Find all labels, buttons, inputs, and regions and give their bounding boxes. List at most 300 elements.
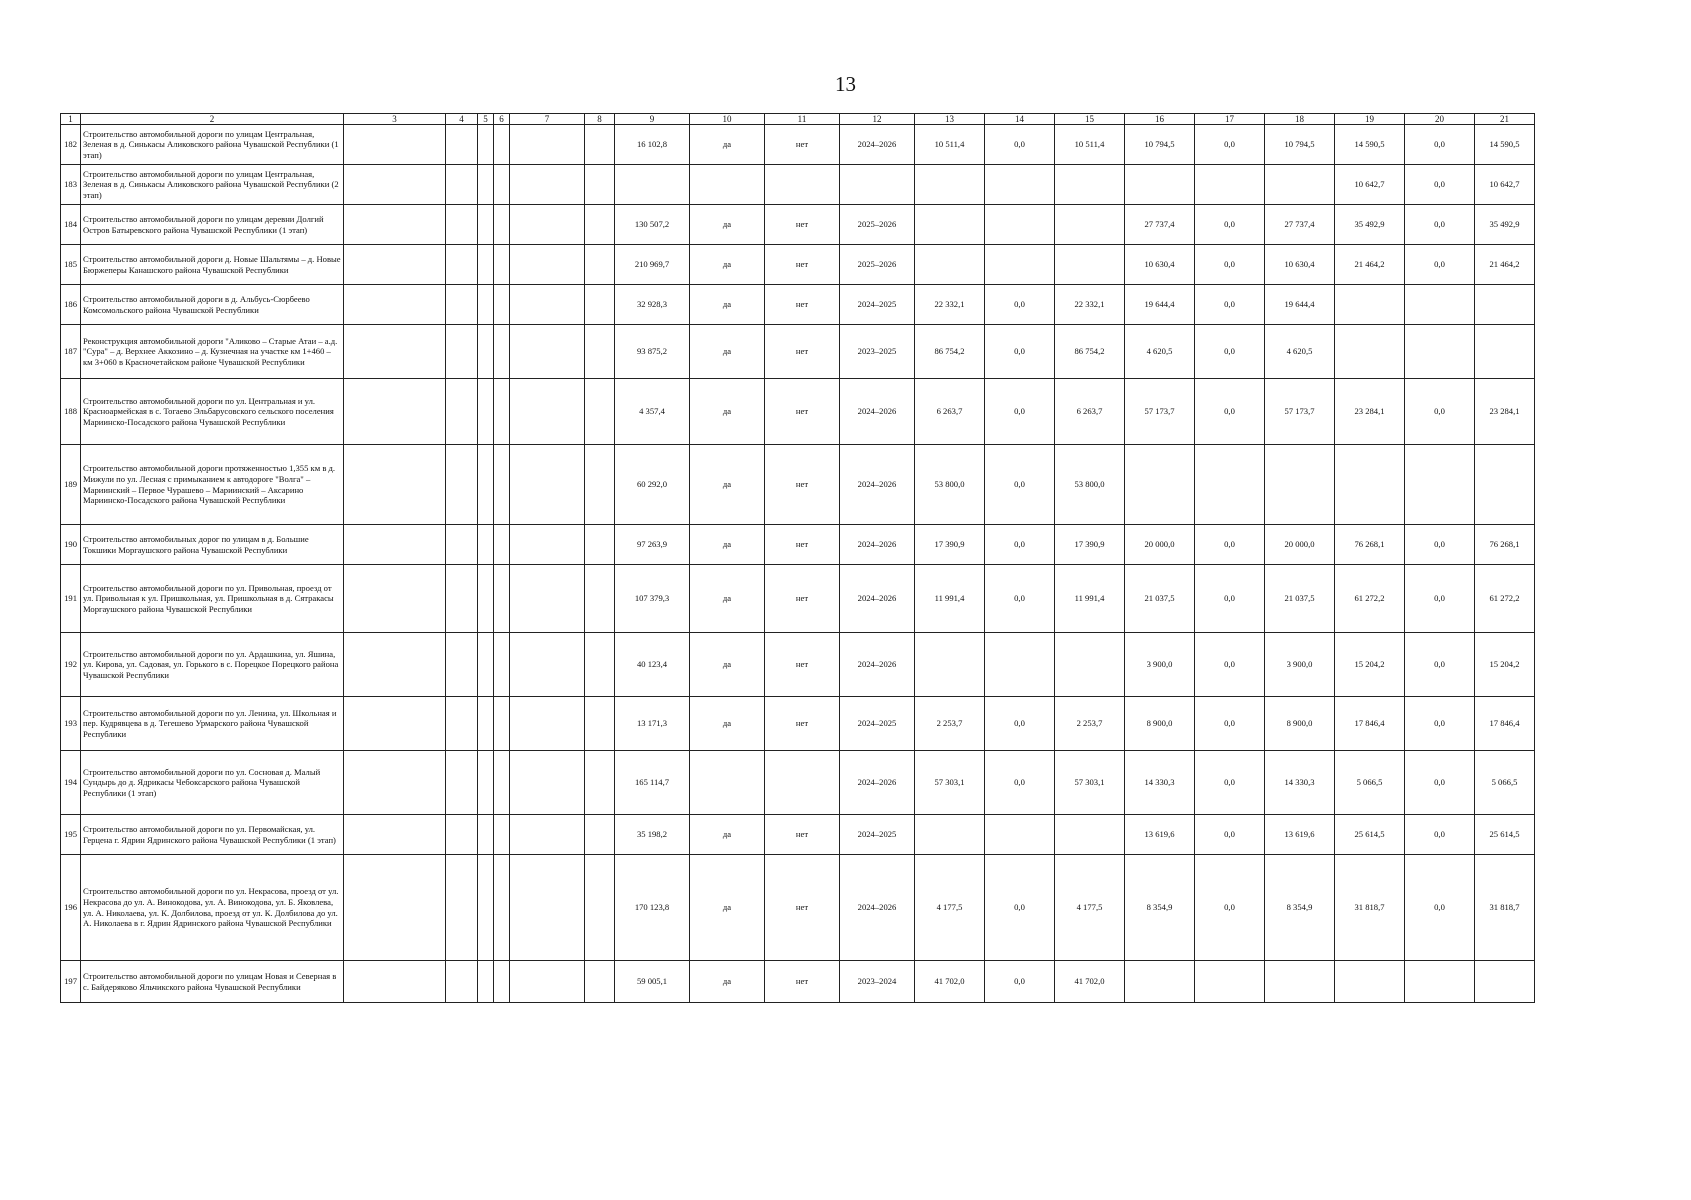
cell-8: [585, 445, 615, 525]
cell-12: 2024–2025: [840, 697, 915, 751]
cell-5: [478, 245, 494, 285]
cell-5: [478, 379, 494, 445]
cell-20: 0,0: [1405, 751, 1475, 815]
cell-17: 0,0: [1195, 325, 1265, 379]
cell-6: [494, 445, 510, 525]
cell-21: 76 268,1: [1475, 525, 1535, 565]
cell-20: 0,0: [1405, 245, 1475, 285]
table-row: [61, 125, 1535, 165]
cell-15: [1055, 205, 1125, 245]
cell-13: 57 303,1: [915, 751, 985, 815]
cell-18: 3 900,0: [1265, 633, 1335, 697]
row-number: 187: [61, 325, 81, 379]
cell-12: 2025–2026: [840, 245, 915, 285]
cell-18: 13 619,6: [1265, 815, 1335, 855]
cell-3: [344, 285, 446, 325]
cell-3: [344, 325, 446, 379]
cell-6: [494, 633, 510, 697]
header-cell: 19: [1335, 114, 1405, 125]
cell-7: [510, 961, 585, 1003]
cell-10: да: [690, 379, 765, 445]
cell-4: [446, 633, 478, 697]
cell-20: 0,0: [1405, 855, 1475, 961]
cell-3: [344, 697, 446, 751]
cell-16: 8 900,0: [1125, 697, 1195, 751]
cell-5: [478, 445, 494, 525]
cell-14: 0,0: [985, 125, 1055, 165]
cell-5: [478, 205, 494, 245]
cell-16: [1125, 445, 1195, 525]
cell-18: 19 644,4: [1265, 285, 1335, 325]
cell-5: [478, 525, 494, 565]
cell-16: 19 644,4: [1125, 285, 1195, 325]
cell-8: [585, 379, 615, 445]
cell-5: [478, 855, 494, 961]
cell-20: 0,0: [1405, 633, 1475, 697]
cell-17: 0,0: [1195, 697, 1265, 751]
cell-20: [1405, 325, 1475, 379]
cell-20: 0,0: [1405, 125, 1475, 165]
row-number: 184: [61, 205, 81, 245]
cell-21: [1475, 325, 1535, 379]
cell-11: нет: [765, 855, 840, 961]
cell-6: [494, 525, 510, 565]
cell-9: 4 357,4: [615, 379, 690, 445]
cell-7: [510, 751, 585, 815]
cell-16: 3 900,0: [1125, 633, 1195, 697]
cell-7: [510, 285, 585, 325]
cell-8: [585, 245, 615, 285]
cell-7: [510, 445, 585, 525]
table-row: [61, 855, 1535, 961]
cell-21: 31 818,7: [1475, 855, 1535, 961]
cell-9: 97 263,9: [615, 525, 690, 565]
cell-18: 14 330,3: [1265, 751, 1335, 815]
cell-13: 86 754,2: [915, 325, 985, 379]
cell-11: нет: [765, 633, 840, 697]
cell-19: 25 614,5: [1335, 815, 1405, 855]
table-row: [61, 565, 1535, 633]
cell-6: [494, 205, 510, 245]
cell-12: [840, 165, 915, 205]
cell-6: [494, 697, 510, 751]
cell-20: 0,0: [1405, 565, 1475, 633]
cell-5: [478, 565, 494, 633]
cell-12: 2024–2026: [840, 125, 915, 165]
cell-16: 14 330,3: [1125, 751, 1195, 815]
cell-12: 2024–2026: [840, 751, 915, 815]
cell-11: нет: [765, 125, 840, 165]
object-name: Строительство автомобильной дороги по улицам Новая и Северная в с. Байдеряково Яльчикского района Чувашской Республики: [81, 961, 344, 1003]
cell-9: 32 928,3: [615, 285, 690, 325]
cell-16: [1125, 165, 1195, 205]
cell-14: [985, 245, 1055, 285]
page-number: 13: [835, 72, 856, 96]
table-row: [61, 633, 1535, 697]
cell-10: [690, 165, 765, 205]
cell-8: [585, 325, 615, 379]
table-row: [61, 205, 1535, 245]
cell-19: 5 066,5: [1335, 751, 1405, 815]
cell-20: 0,0: [1405, 525, 1475, 565]
cell-19: 15 204,2: [1335, 633, 1405, 697]
cell-9: 210 969,7: [615, 245, 690, 285]
header-cell: 12: [840, 114, 915, 125]
cell-15: 86 754,2: [1055, 325, 1125, 379]
cell-11: [765, 165, 840, 205]
object-name: Строительство автомобильной дороги по ул. Сосновая д. Малый Сундырь до д. Ядрикасы Чебоксарского района Чувашской Республики (1 этап): [81, 751, 344, 815]
cell-9: 93 875,2: [615, 325, 690, 379]
table-row: [61, 165, 1535, 205]
cell-19: [1335, 961, 1405, 1003]
cell-16: 21 037,5: [1125, 565, 1195, 633]
cell-18: 8 900,0: [1265, 697, 1335, 751]
object-name: Строительство автомобильной дороги по ул. Ленина, ул. Школьная и пер. Кудрявцева в д. Тегешево Урмарского района Чувашской Республики: [81, 697, 344, 751]
cell-3: [344, 165, 446, 205]
cell-9: 35 198,2: [615, 815, 690, 855]
cell-10: [690, 751, 765, 815]
cell-11: нет: [765, 815, 840, 855]
cell-8: [585, 285, 615, 325]
cell-17: 0,0: [1195, 815, 1265, 855]
cell-14: 0,0: [985, 751, 1055, 815]
cell-13: 22 332,1: [915, 285, 985, 325]
cell-3: [344, 445, 446, 525]
cell-9: 165 114,7: [615, 751, 690, 815]
header-cell: 4: [446, 114, 478, 125]
cell-7: [510, 815, 585, 855]
cell-9: 130 507,2: [615, 205, 690, 245]
cell-17: 0,0: [1195, 751, 1265, 815]
cell-4: [446, 445, 478, 525]
cell-21: [1475, 961, 1535, 1003]
cell-4: [446, 751, 478, 815]
cell-5: [478, 125, 494, 165]
cell-8: [585, 125, 615, 165]
table-row: [61, 285, 1535, 325]
cell-15: [1055, 815, 1125, 855]
cell-13: 2 253,7: [915, 697, 985, 751]
cell-10: да: [690, 697, 765, 751]
cell-10: да: [690, 285, 765, 325]
cell-12: 2024–2026: [840, 525, 915, 565]
cell-7: [510, 165, 585, 205]
cell-6: [494, 961, 510, 1003]
object-name: Строительство автомобильной дороги по улицам Центральная, Зеленая в д. Синькасы Аликовского района Чувашской Республики (1 этап): [81, 125, 344, 165]
cell-15: 53 800,0: [1055, 445, 1125, 525]
cell-18: [1265, 165, 1335, 205]
object-name: Строительство автомобильной дороги по ул. Некрасова, проезд от ул. Некрасова до ул. А. Винокодова, ул. А. Винокодова, ул. Б. Яковлева, ул. А. Николаева, ул. К. Долбилова, проезд от ул. К. Долбилова до ул. А. Николаева в г. Ядрин Ядринского района Чувашской Республики: [81, 855, 344, 961]
cell-3: [344, 525, 446, 565]
cell-17: 0,0: [1195, 565, 1265, 633]
object-name: Строительство автомобильной дороги протяженностью 1,355 км в д. Мижули по ул. Лесная с примыканием к автодороге "Волга" – Мариинский – Первое Чурашево – Мариинский – Аксарино Мариинско-Посадского района Чувашской Республики: [81, 445, 344, 525]
cell-21: 14 590,5: [1475, 125, 1535, 165]
cell-20: [1405, 445, 1475, 525]
object-name: Строительство автомобильной дороги по улицам деревни Долгий Остров Батыревского района Чувашской Республики (1 этап): [81, 205, 344, 245]
cell-3: [344, 751, 446, 815]
object-name: Строительство автомобильной дороги по ул. Центральная и ул. Красноармейская в с. Тогаево Эльбарусовского сельского поселения Мариинско-Посадского района Чувашской Республики: [81, 379, 344, 445]
cell-13: [915, 245, 985, 285]
cell-8: [585, 525, 615, 565]
cell-19: [1335, 325, 1405, 379]
cell-12: 2024–2026: [840, 445, 915, 525]
header-cell: 3: [344, 114, 446, 125]
cell-7: [510, 633, 585, 697]
cell-4: [446, 125, 478, 165]
cell-15: 11 991,4: [1055, 565, 1125, 633]
cell-21: [1475, 445, 1535, 525]
cell-13: [915, 165, 985, 205]
cell-5: [478, 325, 494, 379]
cell-17: 0,0: [1195, 525, 1265, 565]
cell-11: нет: [765, 961, 840, 1003]
cell-4: [446, 525, 478, 565]
row-number: 188: [61, 379, 81, 445]
cell-12: 2024–2025: [840, 285, 915, 325]
cell-12: 2023–2025: [840, 325, 915, 379]
cell-17: 0,0: [1195, 205, 1265, 245]
cell-20: 0,0: [1405, 205, 1475, 245]
cell-19: 31 818,7: [1335, 855, 1405, 961]
cell-19: 61 272,2: [1335, 565, 1405, 633]
cell-10: да: [690, 205, 765, 245]
cell-21: 35 492,9: [1475, 205, 1535, 245]
cell-5: [478, 633, 494, 697]
cell-11: нет: [765, 697, 840, 751]
cell-19: [1335, 445, 1405, 525]
cell-19: 17 846,4: [1335, 697, 1405, 751]
cell-17: [1195, 445, 1265, 525]
row-number: 190: [61, 525, 81, 565]
cell-10: да: [690, 961, 765, 1003]
cell-21: 23 284,1: [1475, 379, 1535, 445]
cell-17: 0,0: [1195, 379, 1265, 445]
object-name: Строительство автомобильной дороги по ул. Привольная, проезд от ул. Привольная к ул. Пришкольная, ул. Пришкольная в д. Сятракасы Моргаушского района Чувашской Республики: [81, 565, 344, 633]
cell-16: 10 630,4: [1125, 245, 1195, 285]
cell-13: 53 800,0: [915, 445, 985, 525]
cell-14: 0,0: [985, 379, 1055, 445]
cell-5: [478, 165, 494, 205]
table-row: [61, 525, 1535, 565]
header-cell: 21: [1475, 114, 1535, 125]
cell-17: [1195, 165, 1265, 205]
cell-4: [446, 565, 478, 633]
cell-6: [494, 125, 510, 165]
cell-3: [344, 815, 446, 855]
cell-6: [494, 751, 510, 815]
cell-10: да: [690, 245, 765, 285]
cell-4: [446, 245, 478, 285]
table-row: [61, 379, 1535, 445]
cell-7: [510, 565, 585, 633]
cell-13: 11 991,4: [915, 565, 985, 633]
object-name: Реконструкция автомобильной дороги "Аликово – Старые Атаи – а.д. "Сура" – д. Верхнее Аккозино – д. Кузнечная на участке км 1+460 – км 3+060 в Красночетайском районе Чувашской Республики: [81, 325, 344, 379]
cell-12: 2024–2026: [840, 633, 915, 697]
cell-20: 0,0: [1405, 815, 1475, 855]
cell-4: [446, 855, 478, 961]
cell-11: [765, 751, 840, 815]
cell-13: 4 177,5: [915, 855, 985, 961]
cell-21: 21 464,2: [1475, 245, 1535, 285]
cell-8: [585, 961, 615, 1003]
cell-9: 13 171,3: [615, 697, 690, 751]
header-cell: 1: [61, 114, 81, 125]
cell-14: 0,0: [985, 325, 1055, 379]
cell-20: [1405, 961, 1475, 1003]
cell-16: 8 354,9: [1125, 855, 1195, 961]
cell-10: да: [690, 565, 765, 633]
cell-3: [344, 205, 446, 245]
cell-3: [344, 633, 446, 697]
cell-21: [1475, 285, 1535, 325]
cell-16: 10 794,5: [1125, 125, 1195, 165]
cell-15: 2 253,7: [1055, 697, 1125, 751]
projects-table: [60, 113, 1535, 1003]
cell-17: 0,0: [1195, 855, 1265, 961]
cell-17: 0,0: [1195, 285, 1265, 325]
cell-4: [446, 325, 478, 379]
cell-12: 2024–2025: [840, 815, 915, 855]
row-number: 194: [61, 751, 81, 815]
cell-19: 35 492,9: [1335, 205, 1405, 245]
cell-13: 17 390,9: [915, 525, 985, 565]
row-number: 191: [61, 565, 81, 633]
cell-9: 170 123,8: [615, 855, 690, 961]
cell-5: [478, 751, 494, 815]
cell-7: [510, 245, 585, 285]
table-row: [61, 325, 1535, 379]
row-number: 197: [61, 961, 81, 1003]
cell-18: 8 354,9: [1265, 855, 1335, 961]
cell-19: 76 268,1: [1335, 525, 1405, 565]
header-cell: 13: [915, 114, 985, 125]
cell-19: 14 590,5: [1335, 125, 1405, 165]
header-cell: 20: [1405, 114, 1475, 125]
cell-15: 17 390,9: [1055, 525, 1125, 565]
cell-11: нет: [765, 445, 840, 525]
cell-18: [1265, 445, 1335, 525]
cell-4: [446, 697, 478, 751]
cell-8: [585, 205, 615, 245]
cell-16: [1125, 961, 1195, 1003]
cell-13: 10 511,4: [915, 125, 985, 165]
cell-3: [344, 961, 446, 1003]
header-cell: 8: [585, 114, 615, 125]
cell-21: 61 272,2: [1475, 565, 1535, 633]
cell-14: 0,0: [985, 697, 1055, 751]
cell-19: 10 642,7: [1335, 165, 1405, 205]
row-number: 185: [61, 245, 81, 285]
cell-6: [494, 565, 510, 633]
table-row: [61, 697, 1535, 751]
cell-13: 41 702,0: [915, 961, 985, 1003]
cell-14: 0,0: [985, 445, 1055, 525]
cell-15: 6 263,7: [1055, 379, 1125, 445]
cell-12: 2024–2026: [840, 379, 915, 445]
cell-7: [510, 525, 585, 565]
cell-11: нет: [765, 325, 840, 379]
cell-13: [915, 815, 985, 855]
cell-20: 0,0: [1405, 165, 1475, 205]
cell-16: 13 619,6: [1125, 815, 1195, 855]
cell-12: 2023–2024: [840, 961, 915, 1003]
cell-20: [1405, 285, 1475, 325]
cell-9: 16 102,8: [615, 125, 690, 165]
cell-10: да: [690, 445, 765, 525]
header-row: [61, 114, 1535, 125]
cell-15: 4 177,5: [1055, 855, 1125, 961]
cell-15: 57 303,1: [1055, 751, 1125, 815]
cell-11: нет: [765, 285, 840, 325]
cell-5: [478, 961, 494, 1003]
cell-6: [494, 285, 510, 325]
cell-3: [344, 379, 446, 445]
cell-10: да: [690, 525, 765, 565]
row-number: 195: [61, 815, 81, 855]
cell-16: 20 000,0: [1125, 525, 1195, 565]
cell-9: [615, 165, 690, 205]
cell-18: 10 630,4: [1265, 245, 1335, 285]
cell-17: 0,0: [1195, 633, 1265, 697]
header-cell: 14: [985, 114, 1055, 125]
cell-10: да: [690, 125, 765, 165]
cell-17: [1195, 961, 1265, 1003]
cell-5: [478, 815, 494, 855]
cell-18: 21 037,5: [1265, 565, 1335, 633]
object-name: Строительство автомобильной дороги д. Новые Шальтямы – д. Новые Бюржеперы Канашского района Чувашской Республики: [81, 245, 344, 285]
cell-14: [985, 815, 1055, 855]
header-cell: 7: [510, 114, 585, 125]
cell-17: 0,0: [1195, 245, 1265, 285]
cell-15: [1055, 245, 1125, 285]
row-number: 196: [61, 855, 81, 961]
cell-14: 0,0: [985, 525, 1055, 565]
cell-16: 27 737,4: [1125, 205, 1195, 245]
cell-4: [446, 205, 478, 245]
object-name: Строительство автомобильных дорог по улицам в д. Большие Токшики Моргаушского района Чувашской Республики: [81, 525, 344, 565]
cell-6: [494, 855, 510, 961]
cell-3: [344, 245, 446, 285]
cell-13: [915, 205, 985, 245]
cell-8: [585, 815, 615, 855]
cell-3: [344, 565, 446, 633]
cell-18: 27 737,4: [1265, 205, 1335, 245]
header-cell: 2: [81, 114, 344, 125]
cell-12: 2025–2026: [840, 205, 915, 245]
cell-7: [510, 205, 585, 245]
cell-12: 2024–2026: [840, 855, 915, 961]
header-cell: 18: [1265, 114, 1335, 125]
cell-11: нет: [765, 205, 840, 245]
cell-6: [494, 379, 510, 445]
cell-10: да: [690, 855, 765, 961]
cell-12: 2024–2026: [840, 565, 915, 633]
header-cell: 15: [1055, 114, 1125, 125]
cell-18: 4 620,5: [1265, 325, 1335, 379]
row-number: 192: [61, 633, 81, 697]
cell-14: 0,0: [985, 285, 1055, 325]
cell-7: [510, 855, 585, 961]
cell-15: 41 702,0: [1055, 961, 1125, 1003]
cell-15: 22 332,1: [1055, 285, 1125, 325]
cell-6: [494, 245, 510, 285]
cell-14: [985, 633, 1055, 697]
cell-19: 21 464,2: [1335, 245, 1405, 285]
cell-18: [1265, 961, 1335, 1003]
cell-11: нет: [765, 245, 840, 285]
row-number: 189: [61, 445, 81, 525]
cell-16: 57 173,7: [1125, 379, 1195, 445]
